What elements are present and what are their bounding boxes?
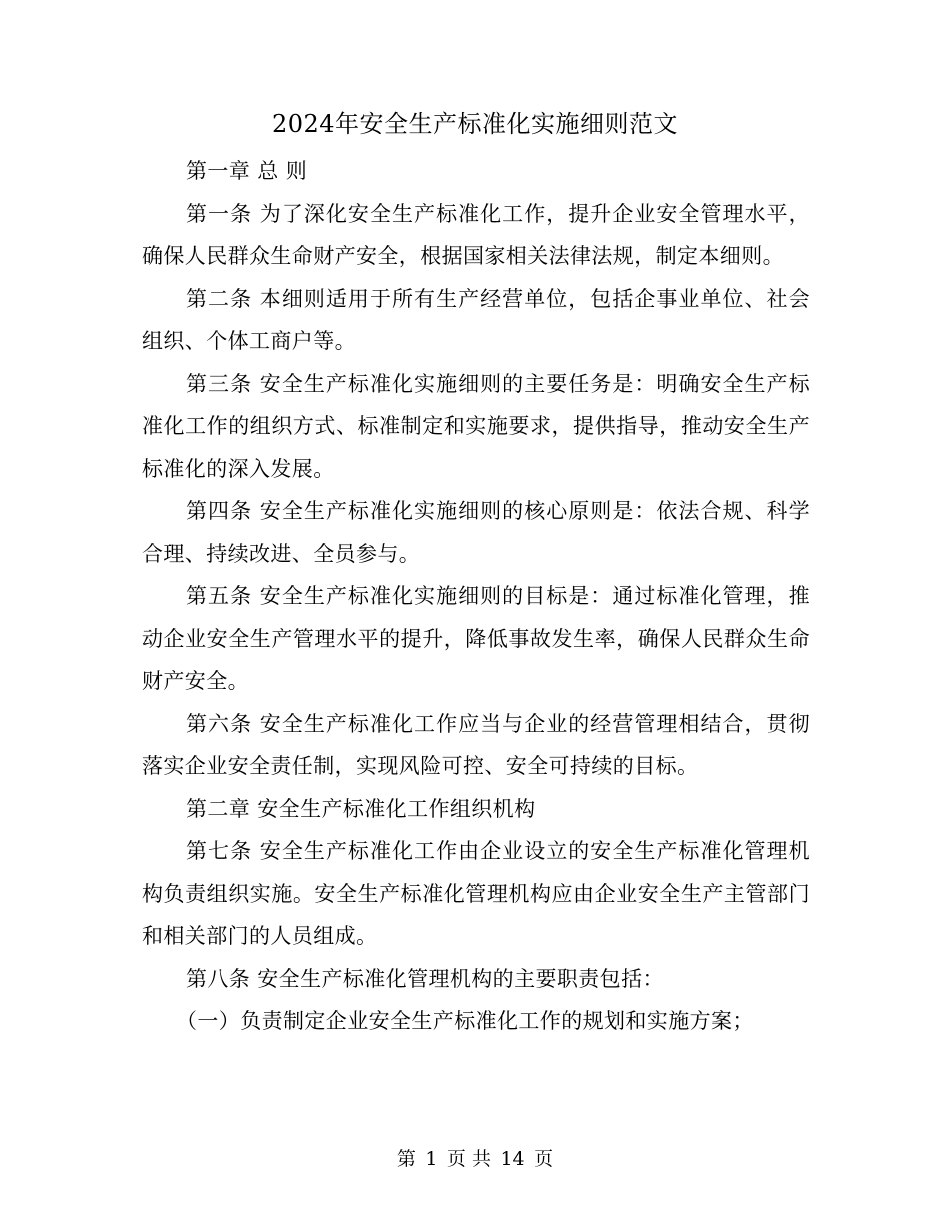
page-mid-text: 页 共 <box>446 1148 491 1170</box>
chapter-heading: 第一章 总 则 <box>186 159 308 183</box>
article-paragraph: 第三条 安全生产标准化实施细则的主要任务是：明确安全生产标准化工作的组织方式、标准制定和实施要求，提供指导，推动安全生产标准化的深入发展。 <box>142 371 810 481</box>
article-paragraph: 第八条 安全生产标准化管理机构的主要职责包括： <box>186 966 664 991</box>
article-paragraph: 第一条 为了深化安全生产标准化工作，提升企业安全管理水平，确保人民群众生命财产安全，根据国家相关法律法规，制定本细则。 <box>142 201 810 268</box>
document-body <box>142 150 810 1043</box>
list-item: （一）负责制定企业安全生产标准化工作的规划和实施方案； <box>176 1009 754 1033</box>
article-paragraph: 第六条 安全生产标准化工作应当与企业的经营管理相结合，贯彻落实企业安全责任制，实现风险可控、安全可持续的目标。 <box>142 711 810 778</box>
page-suffix: 页 <box>534 1148 554 1170</box>
article-paragraph: 第四条 安全生产标准化实施细则的核心原则是：依法合规、科学合理、持续改进、全员参与。 <box>142 499 810 566</box>
page-footer <box>0 1144 950 1174</box>
page-prefix: 第 <box>396 1148 416 1170</box>
article-paragraph: 第五条 安全生产标准化实施细则的目标是：通过标准化管理，推动企业安全生产管理水平的提升，降低事故发生率，确保人民群众生命财产安全。 <box>142 584 810 693</box>
chapter-heading: 第二章 安全生产标准化工作组织机构 <box>186 796 536 821</box>
article-paragraph: 第二条 本细则适用于所有生产经营单位，包括企事业单位、社会组织、个体工商户等。 <box>142 286 810 353</box>
current-page-number: 1 <box>425 1148 438 1170</box>
article-paragraph: 第七条 安全生产标准化工作由企业设立的安全生产标准化管理机构负责组织实施。安全生产标准化管理机构应由企业安全生产主管部门和相关部门的人员组成。 <box>142 839 810 948</box>
document-title: 2024年安全生产标准化实施细则范文 <box>271 110 679 138</box>
total-pages-number: 14 <box>500 1148 525 1170</box>
